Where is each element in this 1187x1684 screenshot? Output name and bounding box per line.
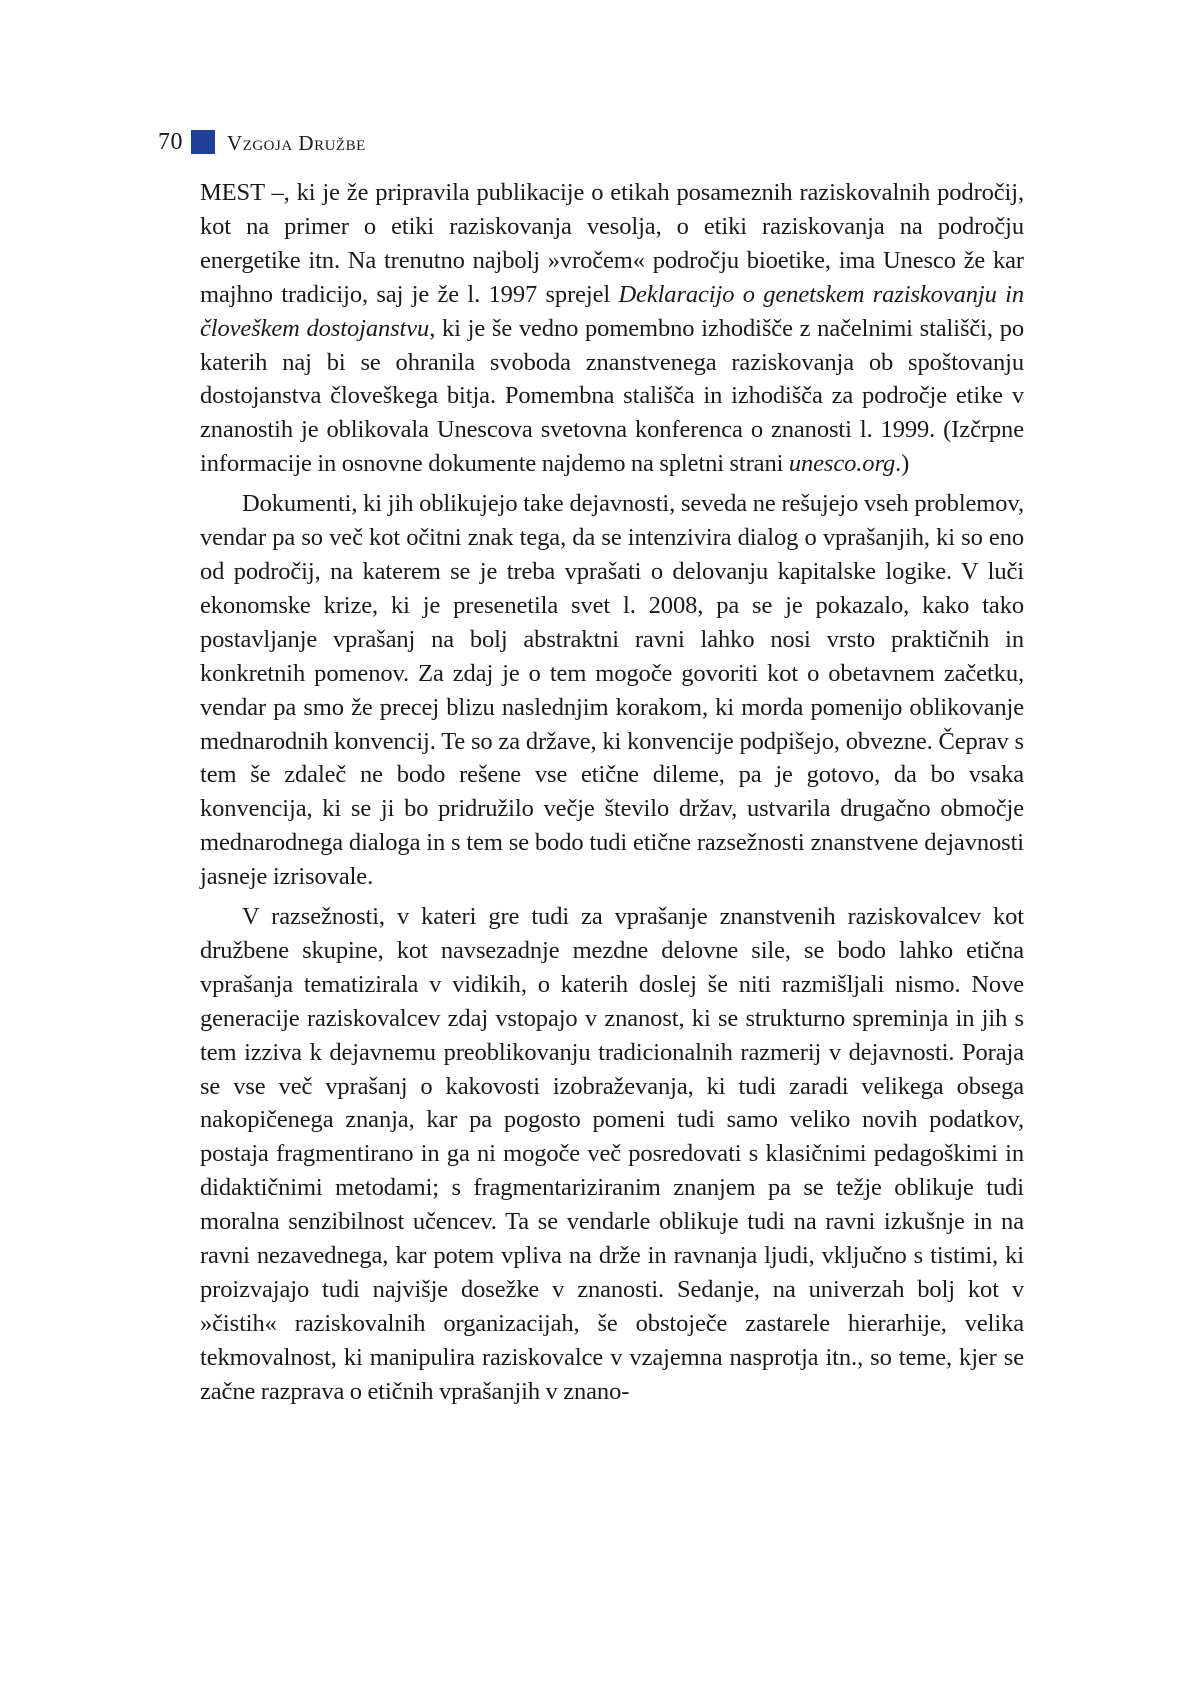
header-square-marker <box>191 130 215 154</box>
body-text <box>200 176 1024 1409</box>
paragraph-1-text-a: MEST –, ki je že pripravila publikacije o etikah posameznih raziskovalnih področij, kot na primer o etiki raziskovanja vesolja, o etiki raziskovanja na področju energetike itn. Na trenutno najbolj »vročem« področju bioetike, ima Unesco že kar majhno tradicijo, saj je že l. 1997 sprejel <box>200 179 1024 308</box>
paragraph-2: Dokumenti, ki jih oblikujejo take dejavnosti, seveda ne rešujejo vseh problemov, vendar pa so več kot očitni znak tega, da se intenzivira dialog o vprašanjih, ki so eno od področij, na katerem se je treba vprašati o delovanju kapitalske logike. V luči ekonomske krize, ki je presenetila svet l. 2008, pa se je pokazalo, kako tako postavljanje vprašanj na bolj abstraktni ravni lahko nosi vrsto praktičnih in konkretnih pomenov. Za zdaj je o tem mogoče govoriti kot o obetavnem začetku, vendar pa smo že precej blizu naslednjim korakom, ki morda pomenijo oblikovanje mednarodnih konvencij. Te so za države, ki konvencije podpišejo, obvezne. Čeprav s tem še zdaleč ne bodo rešene vse etične dileme, pa je gotovo, da bo vsaka konvencija, ki se ji bo pridružilo večje število držav, ustvarila drugačno območje mednarodnega dialoga in s tem se bodo tudi etične razsežnosti znanstvene dejavnosti jasneje izrisovale. <box>200 490 1024 891</box>
document-title-italic: Deklaracijo o genetskem raziskovanju in človeškem dostojanstvu <box>200 280 1024 342</box>
paragraph-3: V razsežnosti, v kateri gre tudi za vprašanje znanstvenih raziskovalcev kot družbene skupine, kot navsezadnje mezdne delovne sile, se bodo lahko etična vprašanja tematizirala v vidikih, o katerih doslej še niti razmišljali nismo. Nove generacije raziskovalcev zdaj vstopajo v znanost, ki se strukturno spreminja in jih s tem izziva k dejavnemu preoblikovanju tradicionalnih razmerij v dejavnosti. Poraja se vse več vprašanj o kakovosti izobraževanja, ki tudi zaradi velikega obsega nakopičenega znanja, kar pa pogosto pomeni tudi samo veliko novih podatkov, postaja fragmentirano in ga ni mogoče več posredovati s klasičnimi pedagoškimi in didaktičnimi metodami; s fragmentariziranim znanjem pa se težje oblikuje tudi moralna senzibilnost učencev. Ta se vendarle oblikuje tudi na ravni izkušnje in na ravni nezavednega, kar potem vpliva na drže in ravnanja ljudi, vključno s tistimi, ki proizvajajo tudi najvišje dosežke v znanosti. Sedanje, na univerzah bolj kot v »čistih« raziskovalnih organizacijah, še obstoječe zastarele hierarhije, velika tekmovalnost, ki manipulira raziskovalce v vzajemna nasprotja itn., so teme, kjer se začne razprava o etičnih vprašanjih v znano- <box>200 903 1024 1405</box>
running-header <box>158 124 366 154</box>
page-number: 70 <box>158 129 183 155</box>
running-title: Vzgoja Družbe <box>227 131 366 155</box>
paragraph-1-text-c: .) <box>895 450 910 478</box>
paragraph-1-text-b: , ki je še vedno pomembno izhodišče z načelnimi stališči, po katerih naj bi se ohranila svoboda znanstvenega raziskovanja ob spoštovanju dostojanstva človeškega bitja. Pomembna stališča in izhodišča za področje etike v znanostih je oblikovala Unescova svetovna konferenca o znanosti l. 1999. (Izčrpne informacije in osnovne dokumente najdemo na spletni strani <box>200 314 1024 478</box>
paragraph-1 <box>200 176 1024 481</box>
website-reference: unesco.org <box>788 450 896 478</box>
